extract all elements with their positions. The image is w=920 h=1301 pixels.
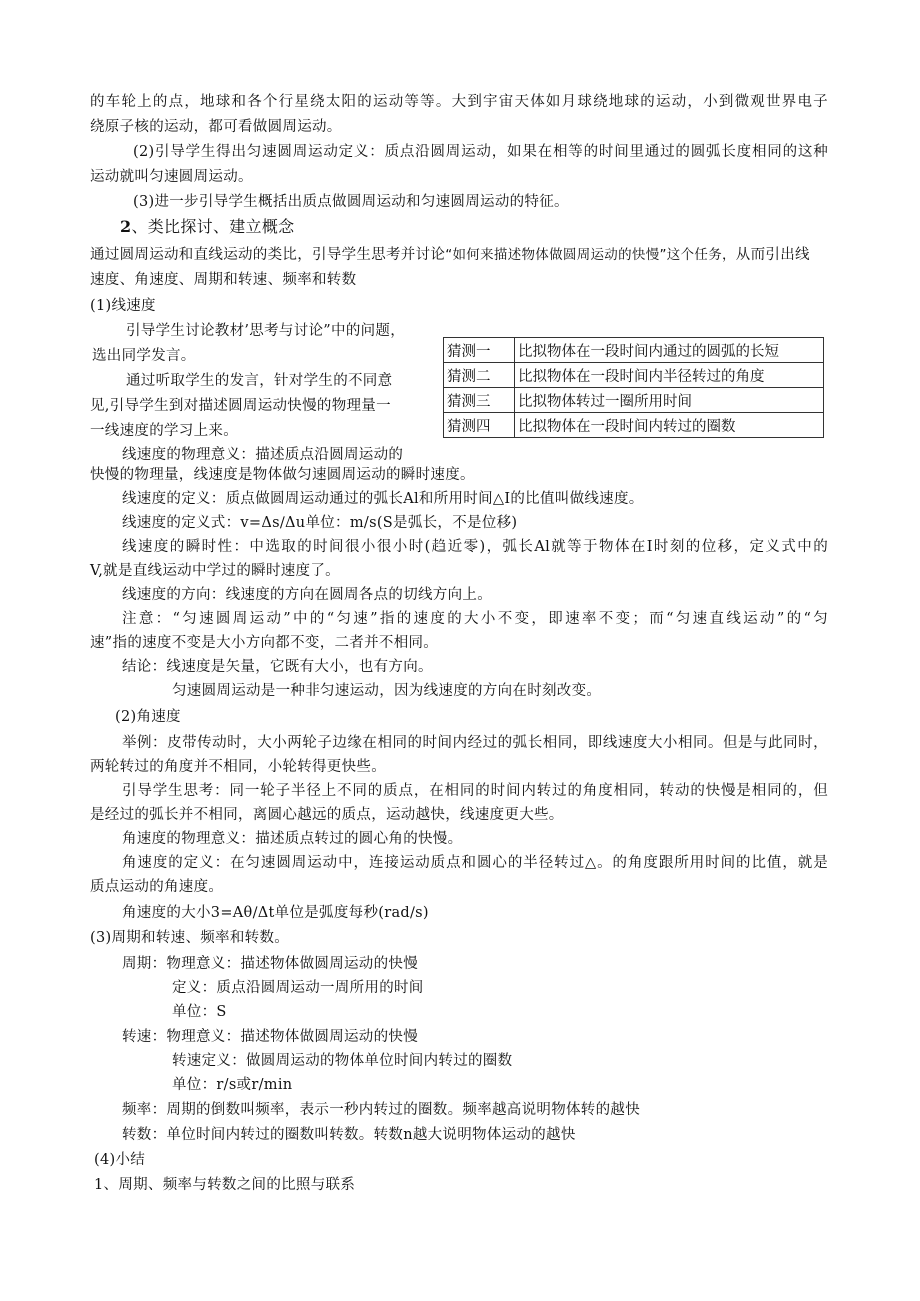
linear-meaning-line-1: 线速度的物理意义：描述质点沿圆周运动的 [122,447,404,463]
linear-discuss-line-2: 选出同学发言。 [92,348,196,364]
point-2-line-1: (2)引导学生得出匀速圆周运动定义：质点沿圆周运动，如果在相等的时间里通过的圆弧长度相同的这种 [133,144,828,160]
section-2-para-a: 通过圆周运动和直线运动的类比，引导学生思考并讨论 [90,247,446,263]
angular-definition-line-2: 质点运动的角速度。 [90,879,224,895]
linear-listen-line-3: 一线速度的学习上来。 [90,423,238,439]
linear-direction: 线速度的方向：线速度的方向在圆周各点的切线方向上。 [122,587,492,603]
linear-definition: 线速度的定义：质点做圆周运动通过的弧长Al和所用时间△I的比值叫做线速度。 [122,491,644,507]
guess-label: 猜测二 [444,363,515,388]
section-2-para-line-2: 速度、角速度、周期和转速、频率和转数 [90,272,357,288]
table-row [444,413,824,438]
frequency: 频率：周期的倒数叫频率，表示一秒内转过的圈数。频率越高说明物体转的越快 [122,1102,640,1118]
speed-row [122,1028,418,1046]
turns: 转数：单位时间内转过的圈数叫转数。转数n越大说明物体运动的越快 [122,1127,576,1143]
linear-listen-line-2: 见,引导学生到对描述圆周运动快慢的物理量一 [90,398,391,414]
section-2-para-b: 从而引出线 [735,247,810,263]
angular-definition-line-1: 角速度的定义：在匀速圆周运动中，连接运动质点和圆心的半径转过△。的角度跟所用时间的比值，就是 [122,855,828,871]
linear-discuss-line-1: 引导学生讨论教材’思考与讨论”中的问题， [126,323,406,339]
linear-note-line-1: 注意：“匀速圆周运动”中的“匀速”指的速度的大小不变，即速率不变；而“匀速直线运动”的“匀 [122,611,828,627]
angular-velocity-heading: (2)角速度 [115,709,181,725]
period-label: 周期： [122,956,167,972]
angular-think-line-1: 引导学生思考：同一轮子半径上不同的质点，在相同的时间内转过的角度相同，转动的快慢是相同的，但 [122,783,828,799]
linear-conclusion-2: 匀速圆周运动是一种非匀速运动，因为线速度的方向在时刻改变。 [172,683,602,699]
linear-velocity-heading: (1)线速度 [90,298,156,314]
period-unit: 单位：S [172,1004,227,1020]
table-row [444,338,824,363]
linear-meaning-line-2: 快慢的物理量，线速度是物体做匀速圆周运动的瞬时速度。 [90,467,475,483]
section-2-heading [120,218,294,236]
summary-heading: (4)小结 [94,1152,146,1168]
intro-line-1: 的车轮上的点，地球和各个行星绕太阳的运动等等。大到宇宙天体如月球绕地球的运动，小到微观世界电子 [90,94,828,110]
table-row [444,388,824,413]
linear-note-line-2: 速”指的速度不变是大小方向都不变，二者并不相同。 [90,635,439,651]
period-definition: 定义：质点沿圆周运动一周所用的时间 [172,980,424,996]
guess-text: 比拟物体转过一圈所用时间 [515,388,824,413]
guess-label: 猜测一 [444,338,515,363]
intro-line-2: 绕原子核的运动，都可看做圆周运动。 [90,119,342,135]
speed-unit: 单位：r/s或r/min [172,1077,293,1093]
summary-item-1: 1、周期、频率与转数之间的比照与联系 [94,1177,356,1193]
guess-text: 比拟物体在一段时间内转过的圈数 [515,413,824,438]
section-2-title: 、类比探讨、建立概念 [131,217,295,236]
period-row [122,955,418,973]
guess-label: 猜测三 [444,388,515,413]
speed-label: 转速： [122,1029,167,1045]
speed-meaning: 物理意义：描述物体做圆周运动的快慢 [166,1029,419,1045]
linear-instant-line-1: 线速度的瞬时性：中选取的时间很小很小时(趋近零)，弧长Al就等于物体在I时刻的位移，定义式中的 [122,539,828,555]
table-row [444,363,824,388]
period-meaning: 物理意义：描述物体做圆周运动的快慢 [166,956,419,972]
guess-text: 比拟物体在一段时间内通过的圆弧的长短 [515,338,824,363]
speed-definition: 转速定义：做圆周运动的物体单位时间内转过的圈数 [172,1053,513,1069]
linear-conclusion: 结论：线速度是矢量，它既有大小，也有方向。 [122,659,433,675]
angular-think-line-2: 是经过的弧长并不相同，离圆心越远的质点，运动越快，线速度更大些。 [90,807,564,823]
point-3: (3)进一步引导学生概括出质点做圆周运动和匀速圆周运动的特征。 [133,194,569,210]
angular-example-line-2: 两轮转过的角度并不相同，小轮转得更快些。 [90,759,386,775]
point-2-line-2: 运动就叫匀速圆周运动。 [90,169,253,185]
linear-instant-line-2: V,就是直线运动中学过的瞬时速度了。 [90,563,340,579]
section-2-number: 2 [120,217,132,236]
guess-text: 比拟物体在一段时间内半径转过的角度 [515,363,824,388]
guess-table [443,337,824,438]
linear-formula: 线速度的定义式：v=Δs∕Δu单位：m/s(S是弧长，不是位移) [122,515,518,531]
section-2-para-line-1 [90,246,810,264]
period-heading: (3)周期和转速、频率和转数。 [90,930,290,946]
linear-listen-line-1: 通过听取学生的发言，针对学生的不同意 [126,373,393,389]
guess-label: 猜测四 [444,413,515,438]
angular-size: 角速度的大小3=Aθ∕Δt单位是弧度每秒(rad∕s) [122,905,429,921]
angular-meaning: 角速度的物理意义：描述质点转过的圆心角的快慢。 [122,831,463,847]
section-2-question: “如何来描述物体做圆周运动的快慢”这个任务， [445,247,736,263]
angular-example-line-1: 举例：皮带传动时，大小两轮子边缘在相同的时间内经过的弧长相同，即线速度大小相同。但是与此同时， [122,735,828,751]
